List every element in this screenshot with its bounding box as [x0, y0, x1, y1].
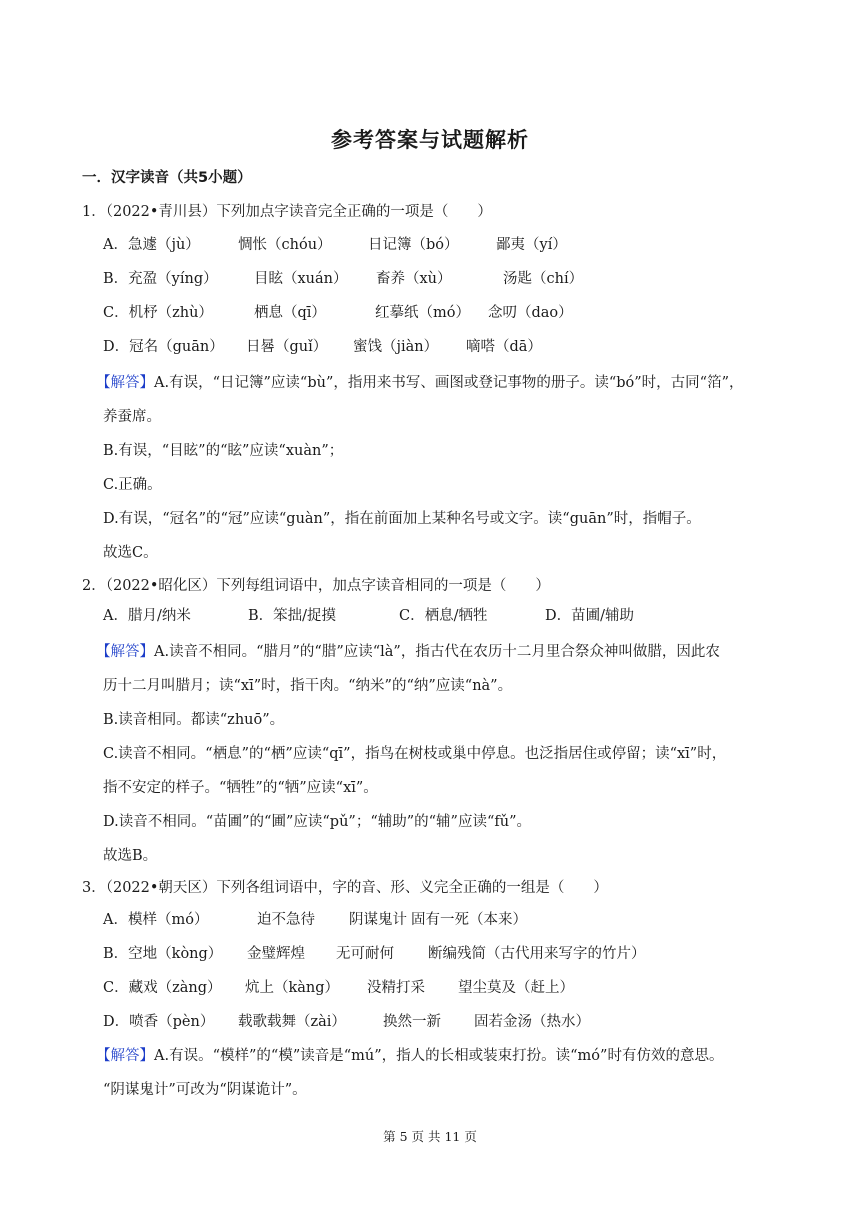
- q1-option-b2: 目眩（xuán）: [254, 271, 348, 287]
- q3-option-a1: A．模样（mó）: [103, 912, 209, 928]
- q1-option-b4: 汤匙（chí）: [503, 271, 584, 287]
- q3-option-a2: 迫不急待: [257, 912, 315, 928]
- q1-option-a1: A．急遽（jù）: [103, 237, 200, 253]
- q3-option-a3: 阴谋鬼计: [349, 912, 407, 928]
- q3-option-c4: 望尘莫及（赶上）: [458, 980, 574, 996]
- q1-answer-line-1: 【解答】A.有误，“日记簿”应读“bù”，指用来书写、画图或登记事物的册子。读“bó”时，古同“箔”，: [96, 375, 744, 391]
- q1-answer-line-3: B.有误，“目眩”的“眩”应读“xuàn”；: [103, 443, 344, 459]
- q1-option-c4: 念叨（dao）: [488, 305, 573, 321]
- q3-answer-line-2: “阴谋鬼计”可改为“阴谋诡计”。: [103, 1082, 307, 1098]
- q2-option-a: A．腊月/纳米: [103, 608, 191, 624]
- q3-option-d3: 换然一新: [383, 1014, 441, 1030]
- q3-option-b4: 断编残简（古代用来写字的竹片）: [428, 946, 646, 962]
- q2-answer-line-4: C.读音不相同。“栖息”的“栖”应读“qī”，指鸟在树枝或巢中停息。也泛指居住或停留；读“xī”时，: [103, 746, 727, 762]
- q2-option-c: C．栖息/牺牲: [399, 608, 488, 624]
- answer-tag: 【解答】: [96, 1048, 154, 1064]
- page-title: 参考答案与试题解析: [331, 128, 529, 152]
- q3-option-b1: B．空地（kòng）: [103, 946, 223, 962]
- q1-option-d4: 嘀嗒（dā）: [466, 339, 542, 355]
- q3-option-c2: 炕上（kàng）: [245, 980, 340, 996]
- q1-option-a2: 惆怅（chóu）: [238, 237, 332, 253]
- q1-option-c1: C．机杼（zhù）: [103, 305, 213, 321]
- q1-option-a4: 鄙夷（yí）: [496, 237, 567, 253]
- q3-option-c3: 没精打采: [367, 980, 425, 996]
- q2-answer-line-6: D.读音不相同。“苗圃”的“圃”应读“pǔ”；“辅助”的“辅”应读“fǔ”。: [103, 814, 531, 830]
- q3-answer-line-1: 【解答】A.有误。“模样”的“模”读音是“mú”，指人的长相或装束打扮。读“mó”时有仿效的意思。: [96, 1048, 724, 1064]
- q1-option-b1: B．充盈（yíng）: [103, 271, 218, 287]
- section-heading: 一．汉字读音（共5小题）: [82, 170, 252, 186]
- q1-option-c3: 红摹纸（mó）: [375, 305, 470, 321]
- q3-option-c1: C．藏戏（zàng）: [103, 980, 222, 996]
- q3-option-d1: D．喷香（pèn）: [103, 1014, 215, 1030]
- q1-answer-line-2: 养蚕席。: [103, 409, 161, 425]
- q2-answer-line-7: 故选B。: [103, 848, 158, 864]
- q2-answer-line-5: 指不安定的样子。“牺牲”的“牺”应读“xī”。: [103, 780, 378, 796]
- q1-option-c2: 栖息（qī）: [254, 305, 326, 321]
- q2-option-d: D．苗圃/辅助: [545, 608, 635, 624]
- q1-answer-line-6: 故选C。: [103, 545, 158, 561]
- answer-tag: 【解答】: [96, 375, 154, 391]
- q2-stem: 2．（2022•昭化区）下列每组词语中，加点字读音相同的一项是（ ）: [82, 578, 550, 594]
- q3-option-b3: 无可耐何: [336, 946, 394, 962]
- q1-option-d1: D．冠名（guān）: [103, 339, 224, 355]
- page-footer: 第 5 页 共 11 页: [383, 1129, 477, 1144]
- q1-stem: 1．（2022•青川县）下列加点字读音完全正确的一项是（ ）: [82, 204, 492, 220]
- q1-answer-line-5: D.有误，“冠名”的“冠”应读“guàn”，指在前面加上某种名号或文字。读“guān”时，指帽子。: [103, 511, 701, 527]
- q3-stem: 3．（2022•朝天区）下列各组词语中，字的音、形、义完全正确的一组是（ ）: [82, 880, 608, 896]
- q2-answer-line-3: B.读音相同。都读“zhuō”。: [103, 712, 285, 728]
- q2-answer-line-1: 【解答】A.读音不相同。“腊月”的“腊”应读“là”，指古代在农历十二月里合祭众神叫做腊，因此农: [96, 644, 720, 660]
- q1-option-d3: 蜜饯（jiàn）: [353, 339, 439, 355]
- q1-answer-line-4: C.正确。: [103, 477, 162, 493]
- q3-option-d4: 固若金汤（热水）: [474, 1014, 590, 1030]
- q1-option-a3: 日记簿（bó）: [368, 237, 459, 253]
- q2-option-b: B．笨拙/捉摸: [248, 608, 337, 624]
- q3-option-b2: 金璧辉煌: [247, 946, 305, 962]
- q3-option-a4: 固有一死（本来）: [411, 912, 527, 928]
- q3-option-d2: 载歌载舞（zài）: [238, 1014, 346, 1030]
- answer-tag: 【解答】: [96, 644, 154, 660]
- q1-option-b3: 畜养（xù）: [376, 271, 452, 287]
- q1-option-d2: 日晷（guǐ）: [246, 339, 328, 355]
- q2-answer-line-2: 历十二月叫腊月；读“xī”时，指干肉。“纳米”的“纳”应读“nà”。: [103, 678, 513, 694]
